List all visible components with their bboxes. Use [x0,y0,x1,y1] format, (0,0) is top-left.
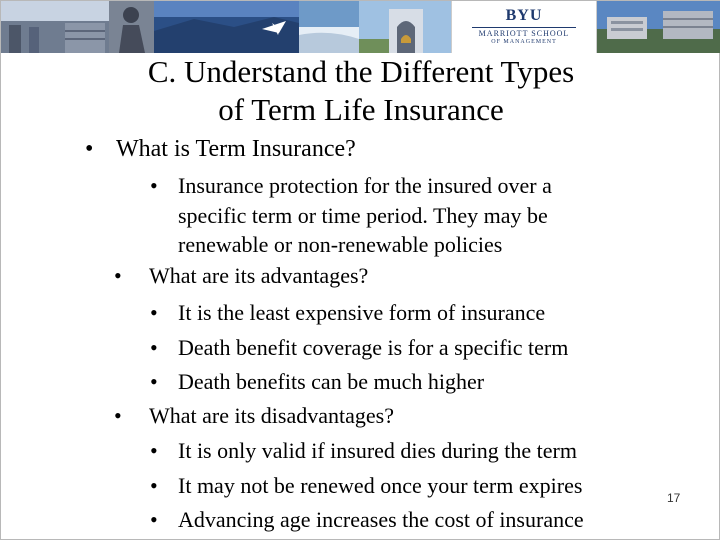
y-mountain-photo [154,1,299,53]
advantage-text: It is the least expensive form of insurance [178,300,546,325]
bullet-dot: • [150,507,158,532]
bullet-dot: • [114,263,122,288]
logo-school: MARRIOTT SCHOOL [478,29,570,38]
statue-photo [109,1,154,53]
bullet-dot: • [114,403,122,428]
bullet-dot: • [150,300,158,325]
disadvantage-text: It is only valid if insured dies during the term [178,438,577,463]
bullet-dot: • [150,335,158,360]
campus-photo [597,1,720,53]
bullet-dot: • [150,438,158,463]
disadvantages-heading-text: What are its disadvantages? [149,403,394,428]
title-line-2: of Term Life Insurance [218,92,504,127]
advantages-heading-text: What are its advantages? [149,263,369,288]
advantage-text: Death benefit coverage is for a specific term [178,335,569,360]
advantage-text: Death benefits can be much higher [178,369,485,394]
logo-rule [472,27,576,28]
bullet-dot: • [150,369,158,394]
coast-photo [299,1,359,53]
page-number: 17 [667,491,681,505]
disadvantage-text: It may not be renewed once your term expires [178,473,583,498]
byu-marriott-logo [451,1,597,53]
header-banner [1,1,720,53]
logo-byu: BYU [505,7,543,24]
slide-title [61,53,661,129]
bullet-dot: • [150,173,158,198]
definition-line-1: Insurance protection for the insured over a [178,173,552,198]
definition-line-2-text: specific term or time period. They may be [178,203,548,228]
definition-line-3-text: renewable or non-renewable policies [178,232,503,257]
bell-tower-photo [359,1,451,53]
bullet-text: What is Term Insurance? [116,136,356,162]
bullet-dot: • [85,136,94,162]
building-photo [1,1,109,53]
logo-management: OF MANAGEMENT [491,39,557,45]
bullet-dot: • [150,473,158,498]
disadvantage-text: Advancing age increases the cost of insurance [178,507,584,532]
title-line-1: C. Understand the Different Types [147,54,575,89]
